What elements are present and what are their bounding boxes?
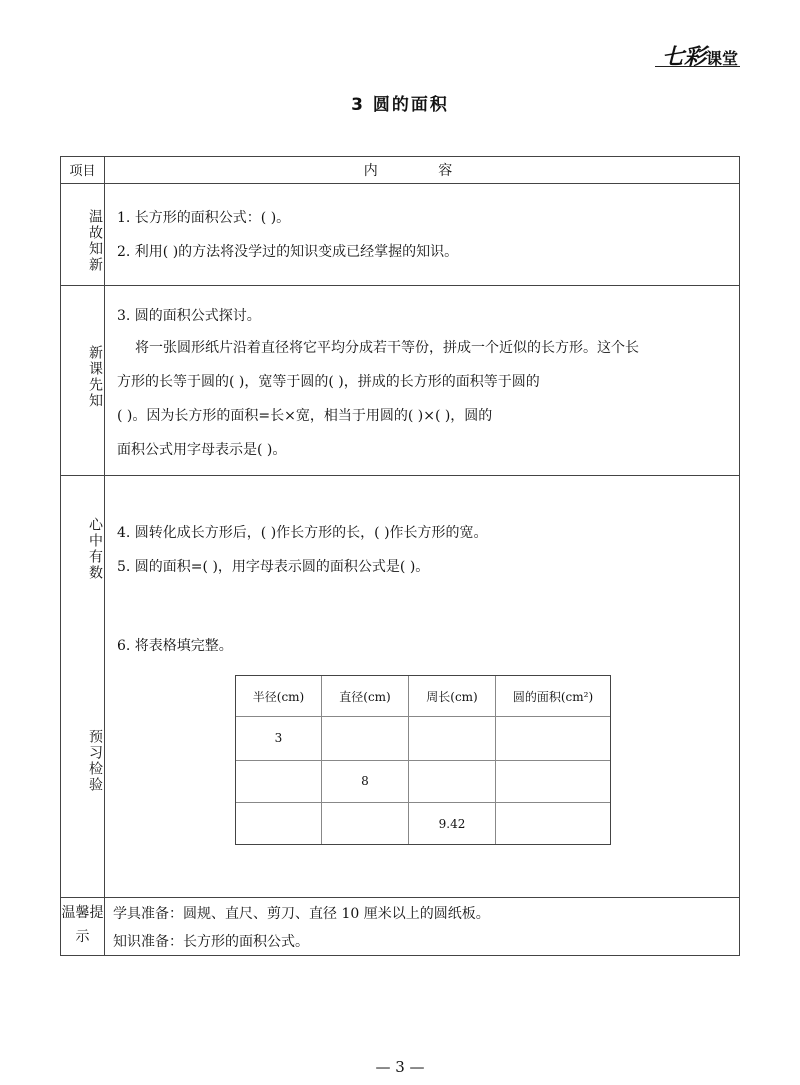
brand-big: 七彩 — [661, 45, 706, 70]
section-label-preview: 新课先知 — [87, 345, 103, 409]
text-line: 2. 利用( )的方法将没学过的知识变成已经掌握的知识。 — [117, 244, 459, 260]
section-label-mind: 心中有数 — [87, 517, 103, 581]
header-right: 内 容 — [363, 163, 481, 179]
section-label-check: 预习检验 — [87, 729, 103, 793]
column-divider — [104, 157, 105, 955]
row-divider — [61, 475, 739, 476]
text-line: 6. 将表格填完整。 — [117, 638, 233, 654]
text-line: ( )。因为长方形的面积=长×宽，相当于用圆的( )×( )，圆的 — [117, 408, 493, 424]
page-title: 3 圆的面积 — [351, 95, 449, 115]
table-cell: 3 — [274, 731, 283, 745]
table-header: 圆的面积(cm²) — [512, 690, 594, 704]
row-divider — [61, 285, 739, 286]
table-cell: 8 — [361, 774, 369, 788]
brand-rule — [655, 66, 740, 67]
text-line: 4. 圆转化成长方形后，( )作长方形的长，( )作长方形的宽。 — [117, 525, 488, 541]
table-header: 半径(cm) — [252, 690, 305, 704]
worksheet-frame — [60, 156, 740, 956]
table-header: 周长(cm) — [426, 690, 478, 704]
brand-small: 课堂 — [705, 49, 738, 68]
text-line: 将一张圆形纸片沿着直径将它平均分成若干等份，拼成一个近似的长方形。这个长 — [135, 340, 639, 356]
table-header: 直径(cm) — [339, 690, 391, 704]
text-line: 学具准备：圆规、直尺、剪刀、直径 10 厘米以上的圆纸板。 — [113, 906, 490, 922]
text-line: 方形的长等于圆的( )，宽等于圆的( )，拼成的长方形的面积等于圆的 — [117, 374, 540, 390]
text-line: 面积公式用字母表示是( )。 — [117, 442, 287, 458]
section-label-tips: 温馨提示 — [61, 905, 104, 945]
page-number: — 3 — — [375, 1058, 425, 1076]
header-left: 项目 — [69, 164, 96, 179]
text-line: 3. 圆的面积公式探讨。 — [117, 308, 261, 324]
row-divider — [61, 897, 739, 898]
table-cell: 9.42 — [438, 817, 466, 831]
text-line: 5. 圆的面积=( )，用字母表示圆的面积公式是( )。 — [117, 559, 430, 575]
text-line: 知识准备：长方形的面积公式。 — [113, 934, 309, 950]
section-label-review: 温故知新 — [87, 209, 103, 273]
row-divider — [61, 183, 739, 184]
data-table — [235, 675, 611, 845]
text-line: 1. 长方形的面积公式：( )。 — [117, 210, 291, 226]
